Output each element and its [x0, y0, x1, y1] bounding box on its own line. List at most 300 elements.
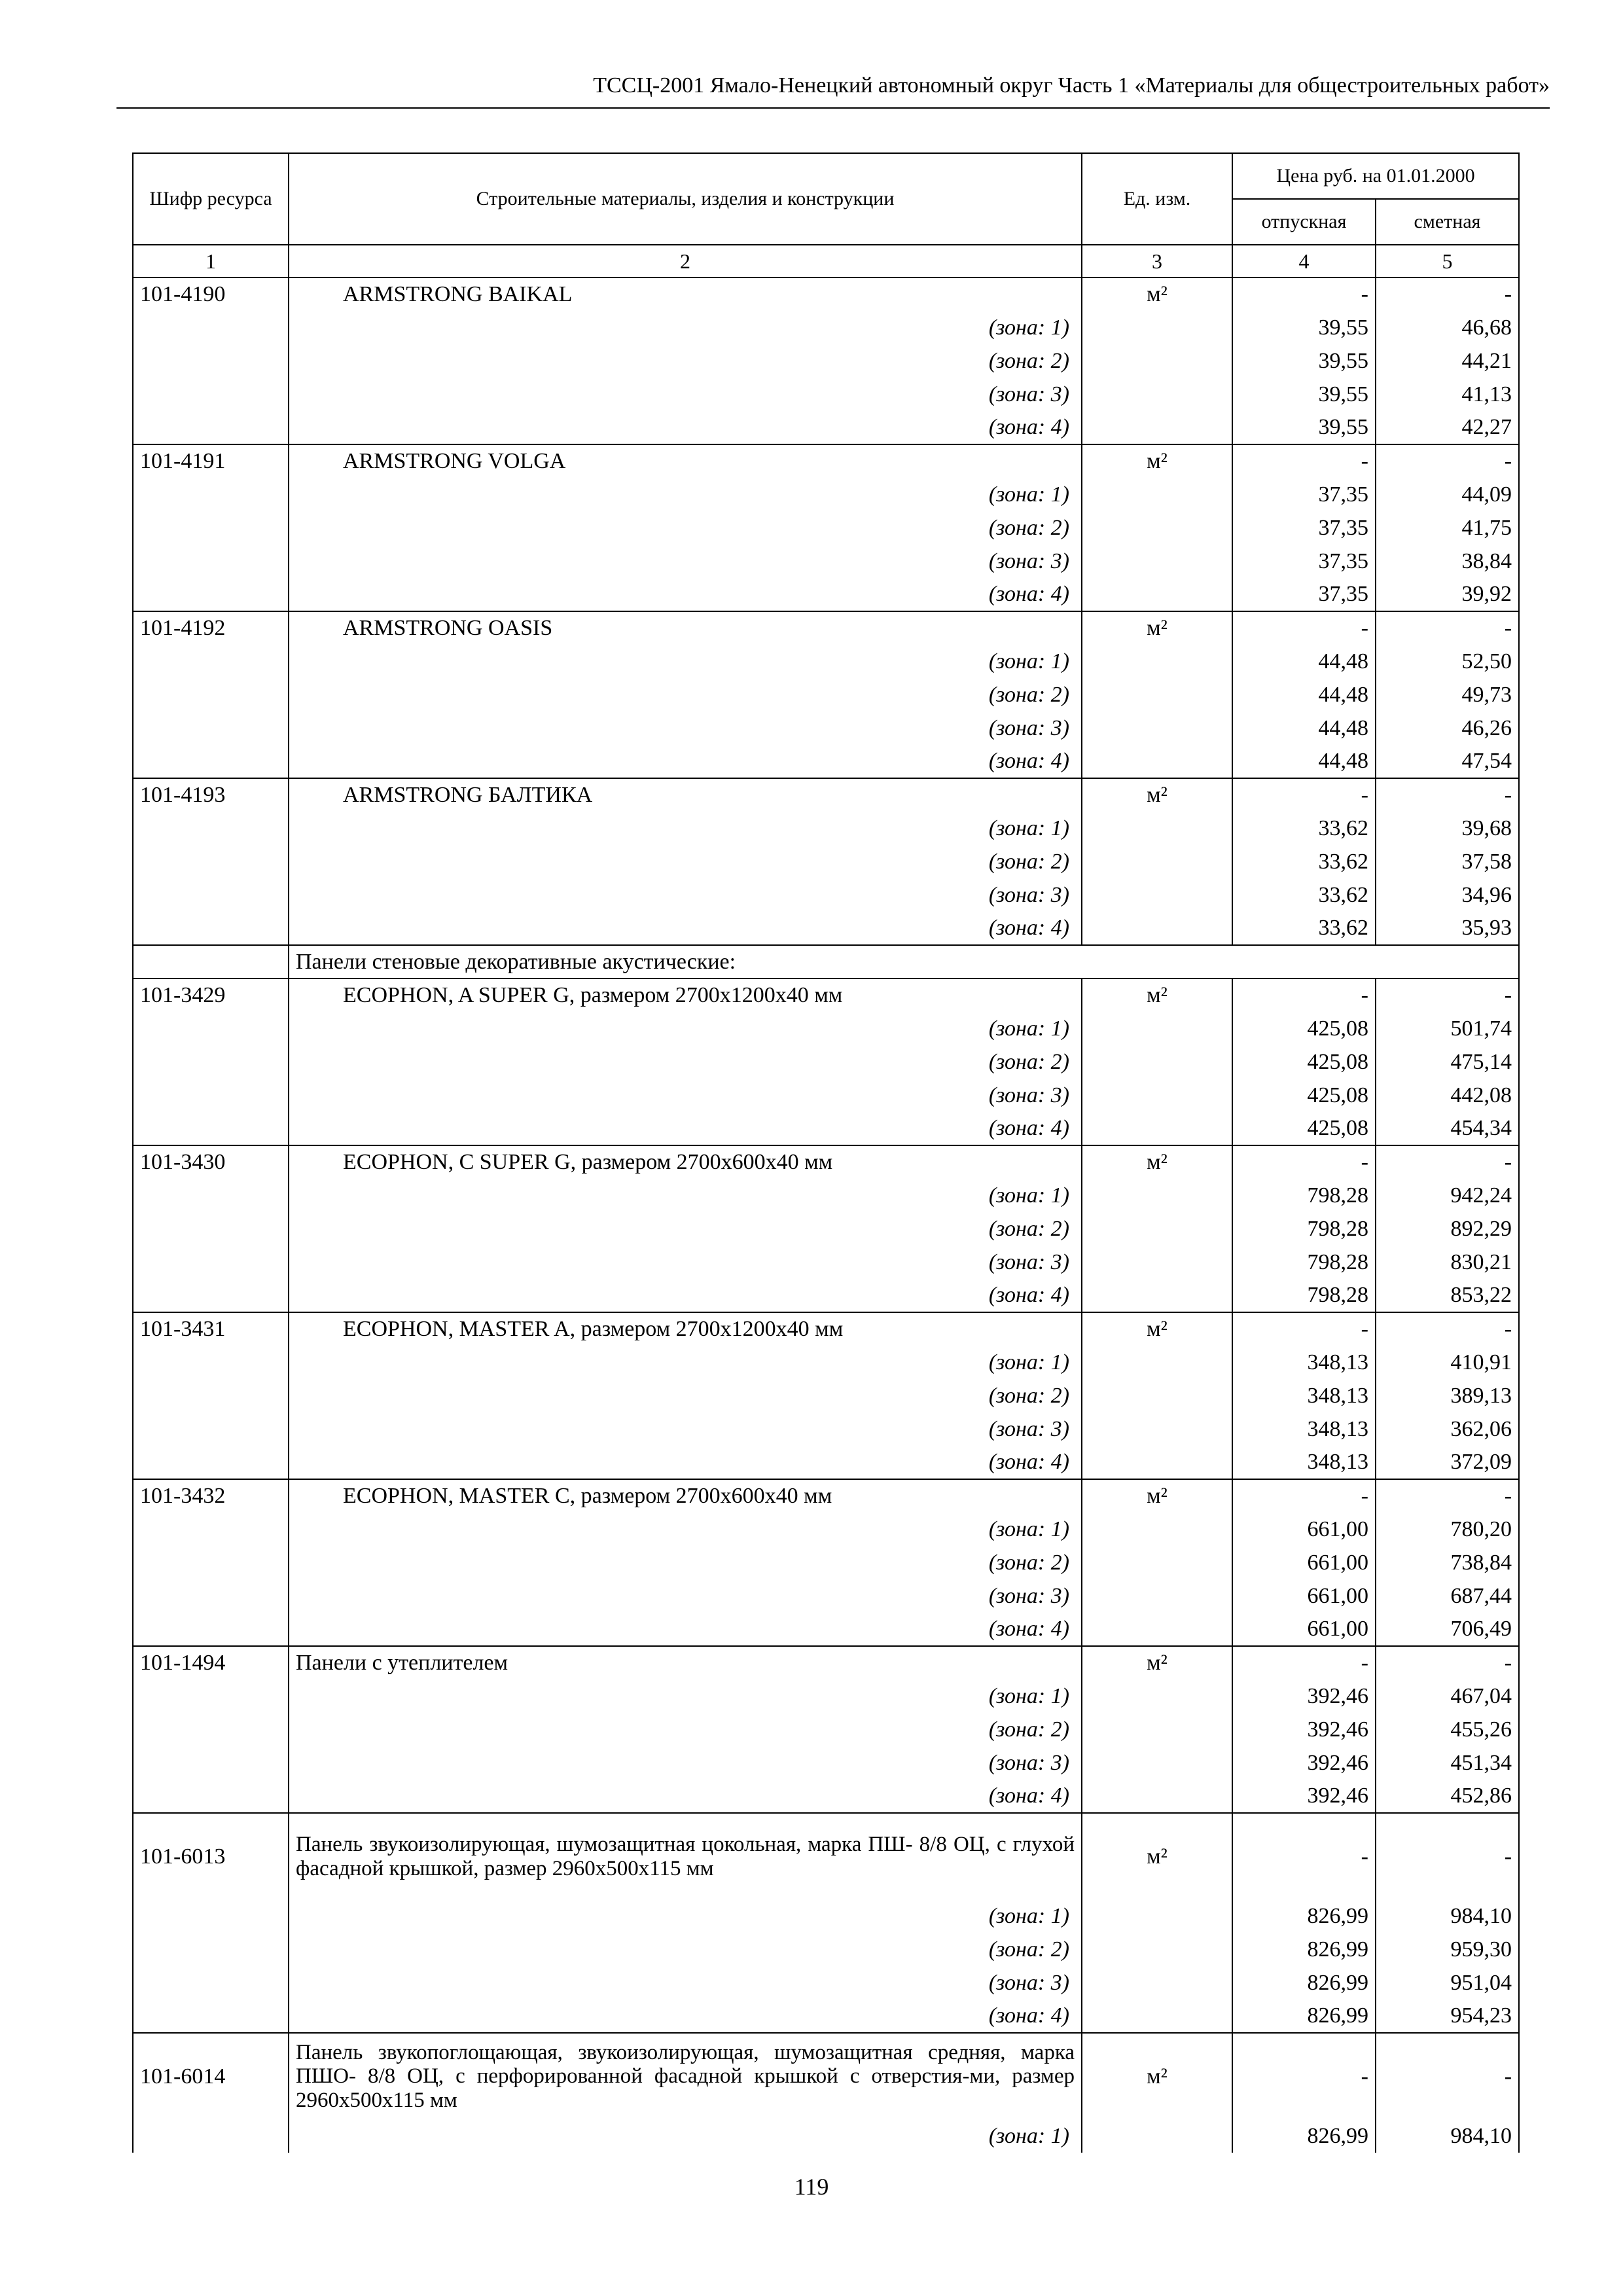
- estimate-price: -: [1376, 1479, 1519, 1513]
- zone-row: [133, 1899, 1519, 1933]
- table-row: [133, 611, 1519, 645]
- empty-unit: [1082, 311, 1232, 344]
- empty-code: [133, 1546, 289, 1579]
- resource-code: 101-3432: [133, 1479, 289, 1513]
- resource-code: 101-6014: [133, 2033, 289, 2119]
- empty-code: [133, 2119, 289, 2153]
- zone-row: [133, 578, 1519, 611]
- empty-unit: [1082, 1246, 1232, 1279]
- empty-unit: [1082, 411, 1232, 444]
- empty-unit: [1082, 1412, 1232, 1446]
- estimate-price: 52,50: [1376, 645, 1519, 678]
- unit: м²: [1082, 778, 1232, 812]
- zone-row: [133, 711, 1519, 745]
- estimate-price: 942,24: [1376, 1179, 1519, 1212]
- material-name-text: ECOPHON, MASTER A, размером 2700х1200х40 мм: [343, 1317, 844, 1341]
- estimate-price: -: [1376, 778, 1519, 812]
- zone-label: (зона: 3): [289, 1079, 1082, 1112]
- zone-label: (зона: 4): [289, 2000, 1082, 2033]
- table-row: [133, 1145, 1519, 1179]
- header-rule: [116, 107, 1550, 109]
- release-price: 37,35: [1232, 578, 1376, 611]
- zone-label: (зона: 3): [289, 545, 1082, 578]
- release-price: 798,28: [1232, 1279, 1376, 1312]
- empty-code: [133, 645, 289, 678]
- zone-label: (зона: 2): [289, 1546, 1082, 1579]
- estimate-price: -: [1376, 1145, 1519, 1179]
- estimate-price: 780,20: [1376, 1513, 1519, 1546]
- release-price: -: [1232, 1813, 1376, 1899]
- zone-label: (зона: 4): [289, 1780, 1082, 1813]
- head-unit: Ед. изм.: [1082, 153, 1232, 245]
- release-price: 44,48: [1232, 645, 1376, 678]
- estimate-price: 501,74: [1376, 1012, 1519, 1045]
- release-price: 826,99: [1232, 1933, 1376, 1966]
- material-name-text: ECOPHON, C SUPER G, размером 2700х600х40 мм: [343, 1150, 833, 1174]
- zone-label: (зона: 4): [289, 912, 1082, 945]
- estimate-price: 951,04: [1376, 1966, 1519, 2000]
- empty-code: [133, 912, 289, 945]
- table-row: [133, 978, 1519, 1012]
- empty-unit: [1082, 1613, 1232, 1646]
- empty-code: [133, 1379, 289, 1412]
- empty-unit: [1082, 1045, 1232, 1079]
- estimate-price: 475,14: [1376, 1045, 1519, 1079]
- empty-unit: [1082, 2119, 1232, 2153]
- release-price: 661,00: [1232, 1546, 1376, 1579]
- release-price: 348,13: [1232, 1379, 1376, 1412]
- release-price: 44,48: [1232, 678, 1376, 711]
- colnum-4: 4: [1232, 245, 1376, 278]
- release-price: -: [1232, 2033, 1376, 2119]
- empty-code: [133, 1966, 289, 2000]
- estimate-price: 706,49: [1376, 1613, 1519, 1646]
- material-name-text: Панель звукопоглощающая, звукоизолирующая, шумозащитная средняя, марка ПШО- 8/8 ОЦ, с перфорированной фасадной крышкой с отверстия-ми, размер 2960х500х115 мм: [296, 2041, 1075, 2112]
- release-price: 826,99: [1232, 2000, 1376, 2033]
- estimate-price: 39,92: [1376, 578, 1519, 611]
- table-row: [133, 1813, 1519, 1899]
- zone-label: (зона: 2): [289, 678, 1082, 711]
- zone-row: [133, 645, 1519, 678]
- estimate-price: 830,21: [1376, 1246, 1519, 1279]
- resource-code: 101-6013: [133, 1813, 289, 1899]
- estimate-price: 39,68: [1376, 812, 1519, 845]
- head-material: Строительные материалы, изделия и конструкции: [289, 153, 1082, 245]
- resource-code: 101-4193: [133, 778, 289, 812]
- release-price: 37,35: [1232, 478, 1376, 511]
- estimate-price: 46,26: [1376, 711, 1519, 745]
- zone-row: [133, 511, 1519, 545]
- empty-unit: [1082, 711, 1232, 745]
- zone-row: [133, 912, 1519, 945]
- zone-label: (зона: 3): [289, 711, 1082, 745]
- zone-row: [133, 1513, 1519, 1546]
- release-price: 425,08: [1232, 1012, 1376, 1045]
- estimate-price: 44,21: [1376, 344, 1519, 378]
- empty-unit: [1082, 1346, 1232, 1379]
- empty-unit: [1082, 1899, 1232, 1933]
- estimate-price: 35,93: [1376, 912, 1519, 945]
- zone-label: (зона: 2): [289, 1212, 1082, 1246]
- material-name: [289, 444, 1082, 478]
- zone-row: [133, 1780, 1519, 1813]
- release-price: 392,46: [1232, 1679, 1376, 1713]
- release-price: -: [1232, 1646, 1376, 1679]
- zone-row: [133, 1446, 1519, 1479]
- zone-row: [133, 344, 1519, 378]
- estimate-price: 46,68: [1376, 311, 1519, 344]
- zone-label: (зона: 3): [289, 1579, 1082, 1613]
- zone-row: [133, 1613, 1519, 1646]
- release-price: 425,08: [1232, 1045, 1376, 1079]
- empty-code: [133, 1713, 289, 1746]
- estimate-price: 37,58: [1376, 845, 1519, 878]
- release-price: 392,46: [1232, 1713, 1376, 1746]
- estimate-price: 984,10: [1376, 2119, 1519, 2153]
- empty-code: [133, 1412, 289, 1446]
- zone-label: (зона: 2): [289, 1933, 1082, 1966]
- zone-row: [133, 1079, 1519, 1112]
- zone-label: (зона: 2): [289, 344, 1082, 378]
- resource-code: 101-4190: [133, 278, 289, 311]
- estimate-price: 410,91: [1376, 1346, 1519, 1379]
- release-price: 798,28: [1232, 1246, 1376, 1279]
- material-name: [289, 611, 1082, 645]
- empty-unit: [1082, 1379, 1232, 1412]
- zone-label: (зона: 4): [289, 1112, 1082, 1145]
- empty-unit: [1082, 1546, 1232, 1579]
- empty-unit: [1082, 878, 1232, 912]
- table-head-row-1: [133, 153, 1519, 199]
- zone-label: (зона: 2): [289, 1379, 1082, 1412]
- estimate-price: 984,10: [1376, 1899, 1519, 1933]
- empty-code: [133, 845, 289, 878]
- zone-row: [133, 1412, 1519, 1446]
- zone-label: (зона: 4): [289, 1446, 1082, 1479]
- release-price: 44,48: [1232, 745, 1376, 778]
- estimate-price: 47,54: [1376, 745, 1519, 778]
- empty-unit: [1082, 1966, 1232, 2000]
- zone-row: [133, 1045, 1519, 1079]
- empty-code: [133, 1679, 289, 1713]
- table-row: [133, 2033, 1519, 2119]
- release-price: 348,13: [1232, 1446, 1376, 1479]
- zone-row: [133, 1933, 1519, 1966]
- empty-code: [133, 1933, 289, 1966]
- zone-label: (зона: 3): [289, 1746, 1082, 1780]
- estimate-price: 38,84: [1376, 545, 1519, 578]
- estimate-price: -: [1376, 1646, 1519, 1679]
- release-price: -: [1232, 444, 1376, 478]
- release-price: 39,55: [1232, 311, 1376, 344]
- zone-label: (зона: 1): [289, 1346, 1082, 1379]
- estimate-price: -: [1376, 611, 1519, 645]
- table-row: [133, 778, 1519, 812]
- release-price: 348,13: [1232, 1346, 1376, 1379]
- head-code: Шифр ресурса: [133, 153, 289, 245]
- empty-unit: [1082, 1179, 1232, 1212]
- zone-row: [133, 2119, 1519, 2153]
- empty-unit: [1082, 912, 1232, 945]
- estimate-price: 954,23: [1376, 2000, 1519, 2033]
- zone-row: [133, 1346, 1519, 1379]
- estimate-price: -: [1376, 278, 1519, 311]
- estimate-price: 451,34: [1376, 1746, 1519, 1780]
- release-price: -: [1232, 278, 1376, 311]
- material-name-text: ARMSTRONG BAIKAL: [343, 282, 573, 306]
- estimate-price: 452,86: [1376, 1780, 1519, 1813]
- release-price: -: [1232, 1312, 1376, 1346]
- empty-code: [133, 411, 289, 444]
- empty-unit: [1082, 1112, 1232, 1145]
- empty-code: [133, 1079, 289, 1112]
- material-name: [289, 978, 1082, 1012]
- empty-unit: [1082, 1933, 1232, 1966]
- empty-code: [133, 812, 289, 845]
- zone-label: (зона: 4): [289, 578, 1082, 611]
- empty-code: [133, 1012, 289, 1045]
- unit: м²: [1082, 1312, 1232, 1346]
- estimate-price: 738,84: [1376, 1546, 1519, 1579]
- empty-code: [133, 1446, 289, 1479]
- estimate-price: 42,27: [1376, 411, 1519, 444]
- empty-unit: [1082, 645, 1232, 678]
- release-price: 826,99: [1232, 1966, 1376, 2000]
- empty-code: [133, 1579, 289, 1613]
- unit: м²: [1082, 978, 1232, 1012]
- estimate-price: 687,44: [1376, 1579, 1519, 1613]
- colnum-2: 2: [289, 245, 1082, 278]
- unit: м²: [1082, 1479, 1232, 1513]
- colnum-1: 1: [133, 245, 289, 278]
- empty-code: [133, 1899, 289, 1933]
- zone-row: [133, 2000, 1519, 2033]
- zone-row: [133, 1179, 1519, 1212]
- release-price: 661,00: [1232, 1579, 1376, 1613]
- empty-unit: [1082, 745, 1232, 778]
- material-name-text: Панель звукоизолирующая, шумозащитная цокольная, марка ПШ- 8/8 ОЦ, с глухой фасадной крышкой, размер 2960х500х115 мм: [296, 1833, 1075, 1880]
- estimate-price: 892,29: [1376, 1212, 1519, 1246]
- material-name-text: ECOPHON, A SUPER G, размером 2700х1200х40 мм: [343, 983, 843, 1007]
- empty-code: [133, 1246, 289, 1279]
- material-name: [289, 1813, 1082, 1899]
- material-name: [289, 1479, 1082, 1513]
- empty-unit: [1082, 511, 1232, 545]
- empty-code: [133, 745, 289, 778]
- empty-code: [133, 1780, 289, 1813]
- empty-unit: [1082, 478, 1232, 511]
- empty-code: [133, 511, 289, 545]
- estimate-price: 467,04: [1376, 1679, 1519, 1713]
- estimate-price: 372,09: [1376, 1446, 1519, 1479]
- unit: м²: [1082, 278, 1232, 311]
- empty-code: [133, 1212, 289, 1246]
- zone-label: (зона: 1): [289, 478, 1082, 511]
- estimate-price: -: [1376, 1813, 1519, 1899]
- material-name: [289, 1312, 1082, 1346]
- resource-code: 101-3429: [133, 978, 289, 1012]
- zone-row: [133, 1746, 1519, 1780]
- estimate-price: 389,13: [1376, 1379, 1519, 1412]
- release-price: 392,46: [1232, 1780, 1376, 1813]
- release-price: 826,99: [1232, 1899, 1376, 1933]
- unit: м²: [1082, 1145, 1232, 1179]
- zone-row: [133, 1212, 1519, 1246]
- empty-code: [133, 478, 289, 511]
- table-row: [133, 278, 1519, 311]
- zone-row: [133, 1966, 1519, 2000]
- zone-label: (зона: 1): [289, 645, 1082, 678]
- release-price: 661,00: [1232, 1613, 1376, 1646]
- empty-unit: [1082, 1446, 1232, 1479]
- zone-row: [133, 1713, 1519, 1746]
- table-body: [133, 278, 1519, 2153]
- empty-unit: [1082, 2000, 1232, 2033]
- empty-unit: [1082, 545, 1232, 578]
- header-title: ТССЦ-2001 Ямало-Ненецкий автономный округ Часть 1 «Материалы для общестроительных работ»: [593, 73, 1550, 98]
- zone-row: [133, 845, 1519, 878]
- zone-row: [133, 1679, 1519, 1713]
- table-row: [133, 444, 1519, 478]
- zone-label: (зона: 2): [289, 1713, 1082, 1746]
- unit: м²: [1082, 444, 1232, 478]
- zone-label: (зона: 1): [289, 1513, 1082, 1546]
- release-price: 392,46: [1232, 1746, 1376, 1780]
- unit: м²: [1082, 2033, 1232, 2119]
- empty-unit: [1082, 578, 1232, 611]
- material-name-text: ARMSTRONG OASIS: [343, 616, 553, 640]
- release-price: 798,28: [1232, 1212, 1376, 1246]
- zone-label: (зона: 3): [289, 878, 1082, 912]
- zone-label: (зона: 4): [289, 745, 1082, 778]
- empty-code: [133, 2000, 289, 2033]
- estimate-price: 959,30: [1376, 1933, 1519, 1966]
- empty-unit: [1082, 378, 1232, 411]
- material-name-text: ARMSTRONG БАЛТИКА: [343, 783, 593, 807]
- resource-code: 101-3431: [133, 1312, 289, 1346]
- empty-code: [133, 1746, 289, 1780]
- empty-code: [133, 578, 289, 611]
- release-price: 39,55: [1232, 378, 1376, 411]
- release-price: 425,08: [1232, 1112, 1376, 1145]
- empty-code: [133, 1513, 289, 1546]
- estimate-price: 454,34: [1376, 1112, 1519, 1145]
- page-number: 119: [794, 2174, 829, 2200]
- zone-row: [133, 311, 1519, 344]
- zone-row: [133, 1379, 1519, 1412]
- empty-unit: [1082, 344, 1232, 378]
- release-price: 798,28: [1232, 1179, 1376, 1212]
- release-price: 39,55: [1232, 411, 1376, 444]
- empty-unit: [1082, 1279, 1232, 1312]
- zone-label: (зона: 2): [289, 511, 1082, 545]
- empty-code: [133, 678, 289, 711]
- empty-code: [133, 545, 289, 578]
- zone-label: (зона: 1): [289, 1179, 1082, 1212]
- zone-label: (зона: 3): [289, 1246, 1082, 1279]
- material-name: [289, 1646, 1082, 1679]
- zone-row: [133, 678, 1519, 711]
- zone-row: [133, 378, 1519, 411]
- empty-code: [133, 945, 289, 978]
- zone-label: (зона: 3): [289, 1412, 1082, 1446]
- zone-label: (зона: 1): [289, 1012, 1082, 1045]
- zone-label: (зона: 1): [289, 1679, 1082, 1713]
- estimate-price: 44,09: [1376, 478, 1519, 511]
- empty-code: [133, 311, 289, 344]
- zone-row: [133, 1579, 1519, 1613]
- estimate-price: 49,73: [1376, 678, 1519, 711]
- release-price: 826,99: [1232, 2119, 1376, 2153]
- empty-code: [133, 1346, 289, 1379]
- zone-row: [133, 1546, 1519, 1579]
- zone-row: [133, 545, 1519, 578]
- material-name: [289, 1145, 1082, 1179]
- empty-unit: [1082, 1012, 1232, 1045]
- price-table: [132, 152, 1520, 2153]
- table-row: [133, 1646, 1519, 1679]
- zone-label: (зона: 1): [289, 311, 1082, 344]
- material-name: [289, 2033, 1082, 2119]
- zone-label: (зона: 1): [289, 812, 1082, 845]
- head-release-price: отпускная: [1232, 199, 1376, 245]
- resource-code: 101-4192: [133, 611, 289, 645]
- resource-code: 101-4191: [133, 444, 289, 478]
- empty-unit: [1082, 845, 1232, 878]
- empty-code: [133, 1112, 289, 1145]
- release-price: 33,62: [1232, 812, 1376, 845]
- unit: м²: [1082, 611, 1232, 645]
- empty-unit: [1082, 1079, 1232, 1112]
- section-title: Панели стеновые декоративные акустические:: [289, 945, 1519, 978]
- release-price: 425,08: [1232, 1079, 1376, 1112]
- material-name: [289, 778, 1082, 812]
- zone-label: (зона: 4): [289, 1279, 1082, 1312]
- empty-code: [133, 711, 289, 745]
- estimate-price: 442,08: [1376, 1079, 1519, 1112]
- release-price: 44,48: [1232, 711, 1376, 745]
- zone-row: [133, 1279, 1519, 1312]
- zone-label: (зона: 4): [289, 411, 1082, 444]
- empty-code: [133, 378, 289, 411]
- release-price: 348,13: [1232, 1412, 1376, 1446]
- empty-code: [133, 344, 289, 378]
- empty-code: [133, 878, 289, 912]
- material-name: [289, 278, 1082, 311]
- empty-unit: [1082, 1679, 1232, 1713]
- release-price: -: [1232, 978, 1376, 1012]
- empty-code: [133, 1045, 289, 1079]
- zone-row: [133, 411, 1519, 444]
- zone-label: (зона: 4): [289, 1613, 1082, 1646]
- estimate-price: 41,75: [1376, 511, 1519, 545]
- estimate-price: -: [1376, 444, 1519, 478]
- release-price: -: [1232, 1145, 1376, 1179]
- release-price: 661,00: [1232, 1513, 1376, 1546]
- zone-row: [133, 878, 1519, 912]
- zone-row: [133, 478, 1519, 511]
- estimate-price: 362,06: [1376, 1412, 1519, 1446]
- release-price: 33,62: [1232, 912, 1376, 945]
- zone-label: (зона: 2): [289, 1045, 1082, 1079]
- empty-unit: [1082, 1212, 1232, 1246]
- zone-label: (зона: 2): [289, 845, 1082, 878]
- estimate-price: 853,22: [1376, 1279, 1519, 1312]
- zone-row: [133, 812, 1519, 845]
- column-number-row: [133, 245, 1519, 278]
- release-price: -: [1232, 1479, 1376, 1513]
- resource-code: 101-3430: [133, 1145, 289, 1179]
